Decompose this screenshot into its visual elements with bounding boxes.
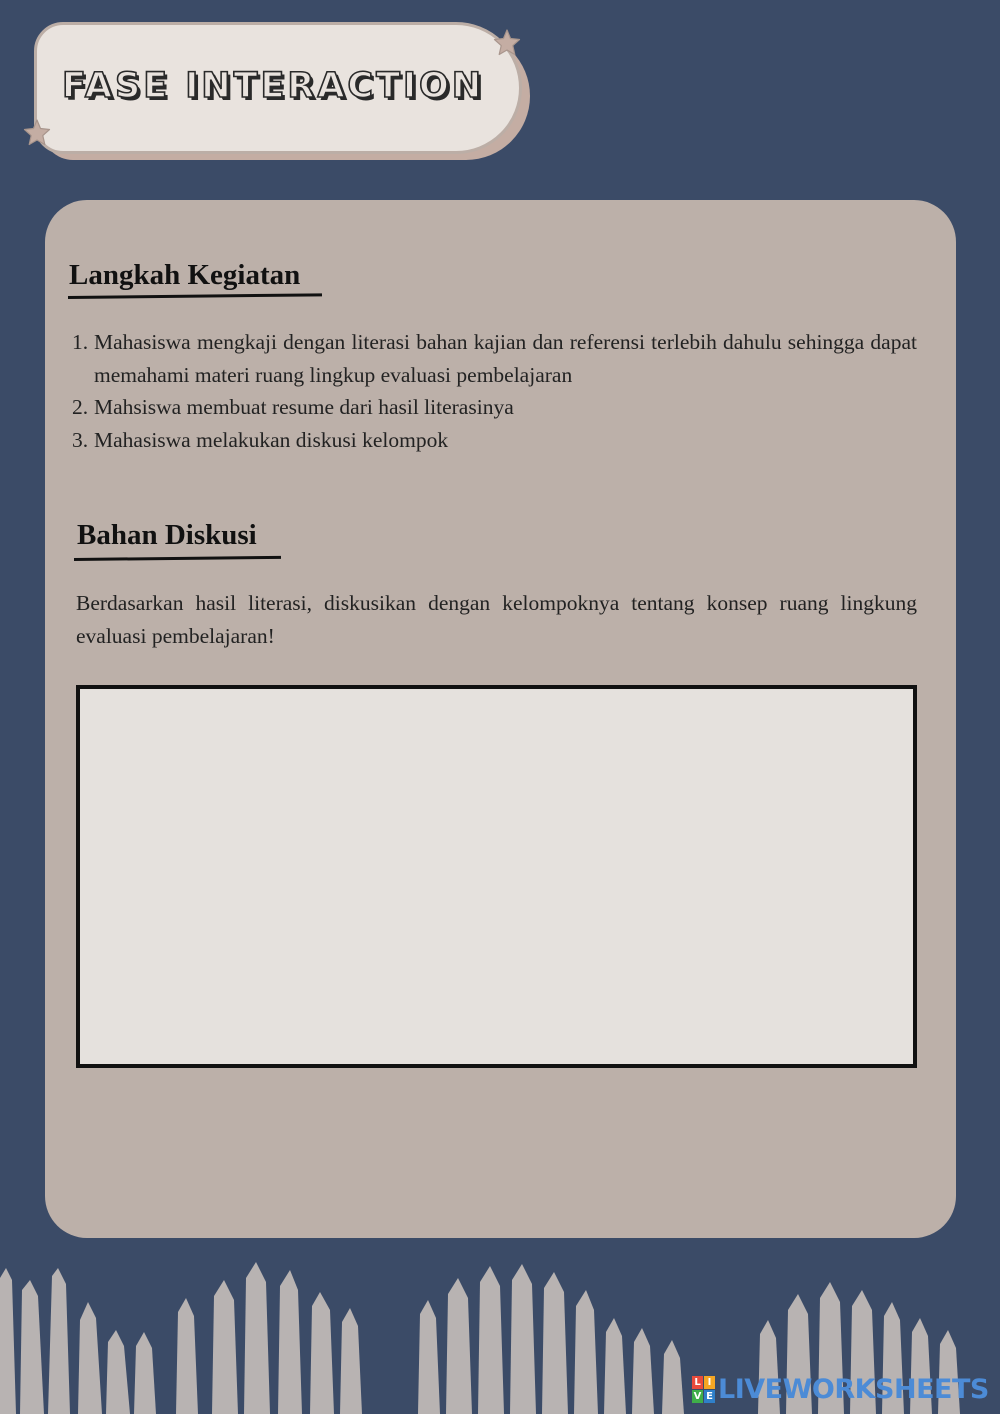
liveworksheets-logo-icon [692,1374,989,1405]
discussion-prompt: Berdasarkan hasil literasi, diskusikan dengan kelompoknya tentang konsep ruang lingkung evaluasi pembelajaran! [76,591,917,648]
star-icon [22,118,52,148]
page-title: FASE INTERACTION [62,66,485,106]
steps-heading: Langkah Kegiatan [69,259,301,291]
star-icon [492,28,522,58]
logo-text: LIVEWORKSHEETS [718,1374,989,1405]
logo-block: E [704,1390,715,1403]
list-item [72,391,917,424]
list-item-text: Mahsiswa membuat resume dari hasil literasinya [94,395,514,419]
list-item-number: 3. [72,427,89,452]
list-item-text: Mahasiswa melakukan diskusi kelompok [94,427,449,452]
list-item-number: 2. [72,395,89,419]
logo-block: I [704,1376,715,1389]
list-item-text: Mahasiswa mengkaji dengan literasi bahan kajian dan referensi terlebih dahulu sehingga dapat memahami materi ruang lingkup evaluasi pembelajaran [94,330,917,387]
discussion-heading: Bahan Diskusi [77,519,257,551]
list-item [72,326,917,391]
logo-block: L [692,1376,703,1389]
logo-blocks [692,1376,715,1403]
steps-list [72,326,917,456]
list-item-number: 1. [72,330,89,354]
answer-text-area[interactable] [76,685,917,1068]
logo-block: V [693,1390,702,1402]
list-item [72,424,917,457]
